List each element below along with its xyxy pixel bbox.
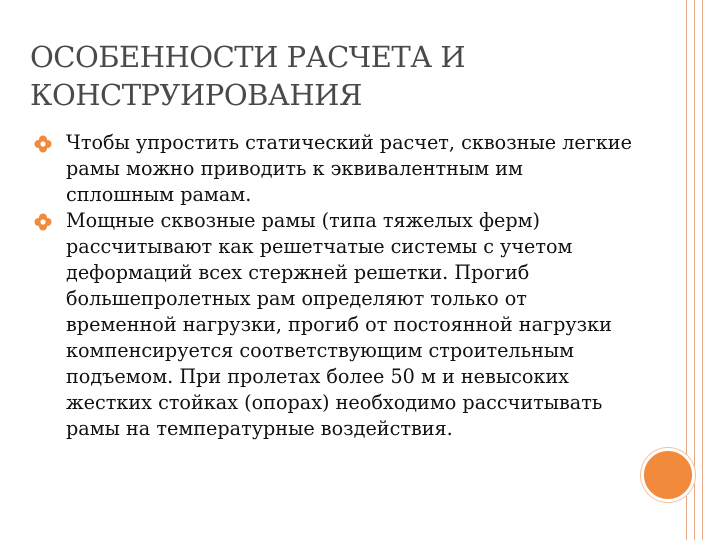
slide-title (30, 38, 630, 114)
flower-bullet-icon (34, 135, 52, 153)
flower-bullet-icon (34, 213, 52, 231)
bullet-item-2 (34, 208, 634, 442)
slide-content (34, 130, 634, 442)
title-line-1: ОСОБЕННОСТИ РАСЧЕТА И (30, 40, 466, 74)
rail-line (694, 0, 695, 540)
rail-line (702, 0, 703, 540)
decorative-orange-circle (641, 448, 695, 502)
title-line-2: КОНСТРУИРОВАНИЯ (30, 78, 362, 112)
bullet-text: Чтобы упростить статический расчет, сквозные легкие рамы можно приводить к эквивалентным им сплошным рамам. (66, 131, 632, 206)
bullet-item-1 (34, 130, 634, 208)
bullet-text: Мощные сквозные рамы (типа тяжелых ферм) рассчитывают как решетчатые системы с учетом деформаций всех стержней решетки. Прогиб большепролетных рам определяют только от временной нагрузки, прогиб от постоянной нагрузки компенсируется соответствующим строительным подъемом. При пролетах более 50 м и невысоких жестких стойках (опорах) необходимо рассчитывать рамы на температурные воздействия. (66, 209, 612, 440)
